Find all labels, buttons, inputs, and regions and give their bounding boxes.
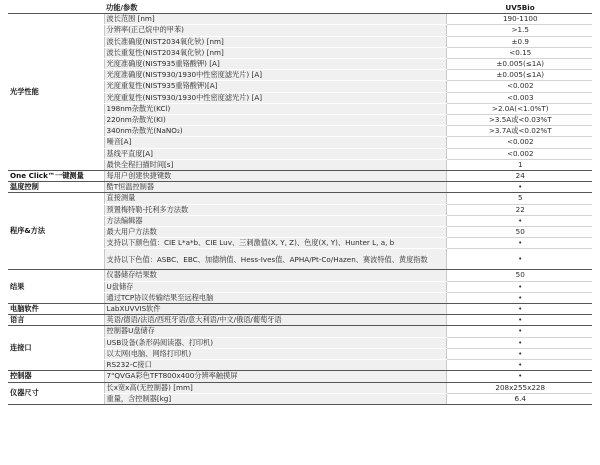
param-value: >1.5 [446, 25, 592, 36]
section-label: 电脑软件 [8, 304, 104, 315]
param-label: 光度准确度(NIST930/1930中性密度滤光片) [A] [104, 70, 446, 81]
param-label: 7"QVGA彩色TFT800x400分辨率触摸屏 [104, 371, 446, 382]
section-label: 温度控制 [8, 182, 104, 193]
supported-dot: • [446, 315, 592, 326]
param-label: 仪器储存结果数 [104, 270, 446, 281]
spec-row [8, 14, 592, 25]
section-label: 结果 [8, 270, 104, 304]
section-label: 程序&方法 [8, 193, 104, 270]
supported-dot: • [446, 292, 592, 303]
param-value: 22 [446, 204, 592, 215]
param-label: 198nm杂散光(KCl) [104, 103, 446, 114]
param-label: 波长重复性(NIST2034氧化钬) [nm] [104, 47, 446, 58]
param-value: <0.003 [446, 92, 592, 103]
param-label: 预置梅特勒-托利多方法数 [104, 204, 446, 215]
param-label: LabXUVVIS软件 [104, 304, 446, 315]
supported-dot: • [446, 348, 592, 359]
param-value: 6.4 [446, 393, 592, 404]
param-value: ±0.005(≤1A) [446, 70, 592, 81]
spec-row [8, 326, 592, 337]
header-model: UV5Bio [446, 3, 592, 14]
param-value: <0.002 [446, 137, 592, 148]
param-value: 24 [446, 171, 592, 182]
supported-dot: • [446, 360, 592, 371]
param-label: 长x宽x高(无控制器) [mm] [104, 382, 446, 393]
param-label: 基线平直度[A] [104, 148, 446, 159]
param-value: 50 [446, 270, 592, 281]
header-blank [8, 3, 104, 14]
spec-row [8, 193, 592, 204]
supported-dot: • [446, 215, 592, 226]
section-label: 控制器 [8, 371, 104, 382]
supported-dot: • [446, 281, 592, 292]
param-label: 最大用户方法数 [104, 227, 446, 238]
param-label: U盘储存 [104, 281, 446, 292]
param-value: <0.15 [446, 47, 592, 58]
spec-row [8, 270, 592, 281]
param-label: USB设备(条形码阅读器、打印机) [104, 337, 446, 348]
param-label: RS232-C接口 [104, 360, 446, 371]
param-value: >3.5A或<0.03%T [446, 115, 592, 126]
param-label: 波长范围 [nm] [104, 14, 446, 25]
param-value: 5 [446, 193, 592, 204]
param-label: 英语/德语/法语/西班牙语/意大利语/中文/俄语/葡萄牙语 [104, 315, 446, 326]
param-value: 50 [446, 227, 592, 238]
param-label: 分辨率(正己烷中的甲苯) [104, 25, 446, 36]
param-value: 190-1100 [446, 14, 592, 25]
section-label: 仪器尺寸 [8, 382, 104, 404]
spec-row [8, 182, 592, 193]
param-value: <0.002 [446, 148, 592, 159]
param-label: 支持以下色值：ASBC、EBC、加德纳值、Hess-Ives值、APHA/Pt-Co/Hazen、赛波特值、黄度指数 [104, 249, 446, 270]
param-value: >2.0A(<1.0%T) [446, 103, 592, 114]
param-label: 光度准确度(NIST935重铬酸钾) [A] [104, 59, 446, 70]
supported-dot: • [446, 337, 592, 348]
header-function: 功能/参数 [104, 3, 446, 14]
param-label: 220nm杂散光(KI) [104, 115, 446, 126]
spec-row [8, 382, 592, 393]
supported-dot: • [446, 326, 592, 337]
supported-dot: • [446, 371, 592, 382]
spec-row [8, 315, 592, 326]
section-label: 连接口 [8, 326, 104, 371]
param-value: <0.002 [446, 81, 592, 92]
param-label: 光度重复性(NIST935重铬酸钾)[A] [104, 81, 446, 92]
param-label: 通过TCP协议传输结果至远程电脑 [104, 292, 446, 303]
spec-body [8, 14, 592, 405]
spec-row [8, 304, 592, 315]
supported-dot: • [446, 249, 592, 270]
param-value: ±0.005(≤1A) [446, 59, 592, 70]
supported-dot: • [446, 238, 592, 249]
supported-dot: • [446, 304, 592, 315]
header-row [8, 3, 592, 14]
param-label: 每用户创建快捷键数 [104, 171, 446, 182]
param-label: 波长准确度(NIST2034氧化钬) [nm] [104, 36, 446, 47]
param-label: 最快全程扫描时间[s] [104, 159, 446, 170]
param-label: 以太网(电脑、网络打印机) [104, 348, 446, 359]
spec-row [8, 371, 592, 382]
section-label: One Click™一键测量 [8, 171, 104, 182]
param-label: 重量，含控制器[kg] [104, 393, 446, 404]
param-label: 340nm杂散光(NaNO₂) [104, 126, 446, 137]
param-value: ±0.9 [446, 36, 592, 47]
param-label: 控制器U盘储存 [104, 326, 446, 337]
param-value: 208x255x228 [446, 382, 592, 393]
param-label: 酷T恒温控制器 [104, 182, 446, 193]
param-label: 噪音[A] [104, 137, 446, 148]
spec-table [8, 3, 592, 405]
param-label: 支持以下颜色值：CIE L*a*b、CIE Luv、三刺激值(X, Y, Z)、色度(X, Y)、Hunter L, a, b [104, 238, 446, 249]
param-label: 直接测量 [104, 193, 446, 204]
param-label: 光度重复性(NIST930/1930中性密度滤光片) [A] [104, 92, 446, 103]
section-label: 语言 [8, 315, 104, 326]
param-label: 方法编辑器 [104, 215, 446, 226]
spec-row [8, 171, 592, 182]
supported-dot: • [446, 182, 592, 193]
param-value: >3.7A或<0.02%T [446, 126, 592, 137]
param-value: 1 [446, 159, 592, 170]
section-label: 光学性能 [8, 14, 104, 171]
